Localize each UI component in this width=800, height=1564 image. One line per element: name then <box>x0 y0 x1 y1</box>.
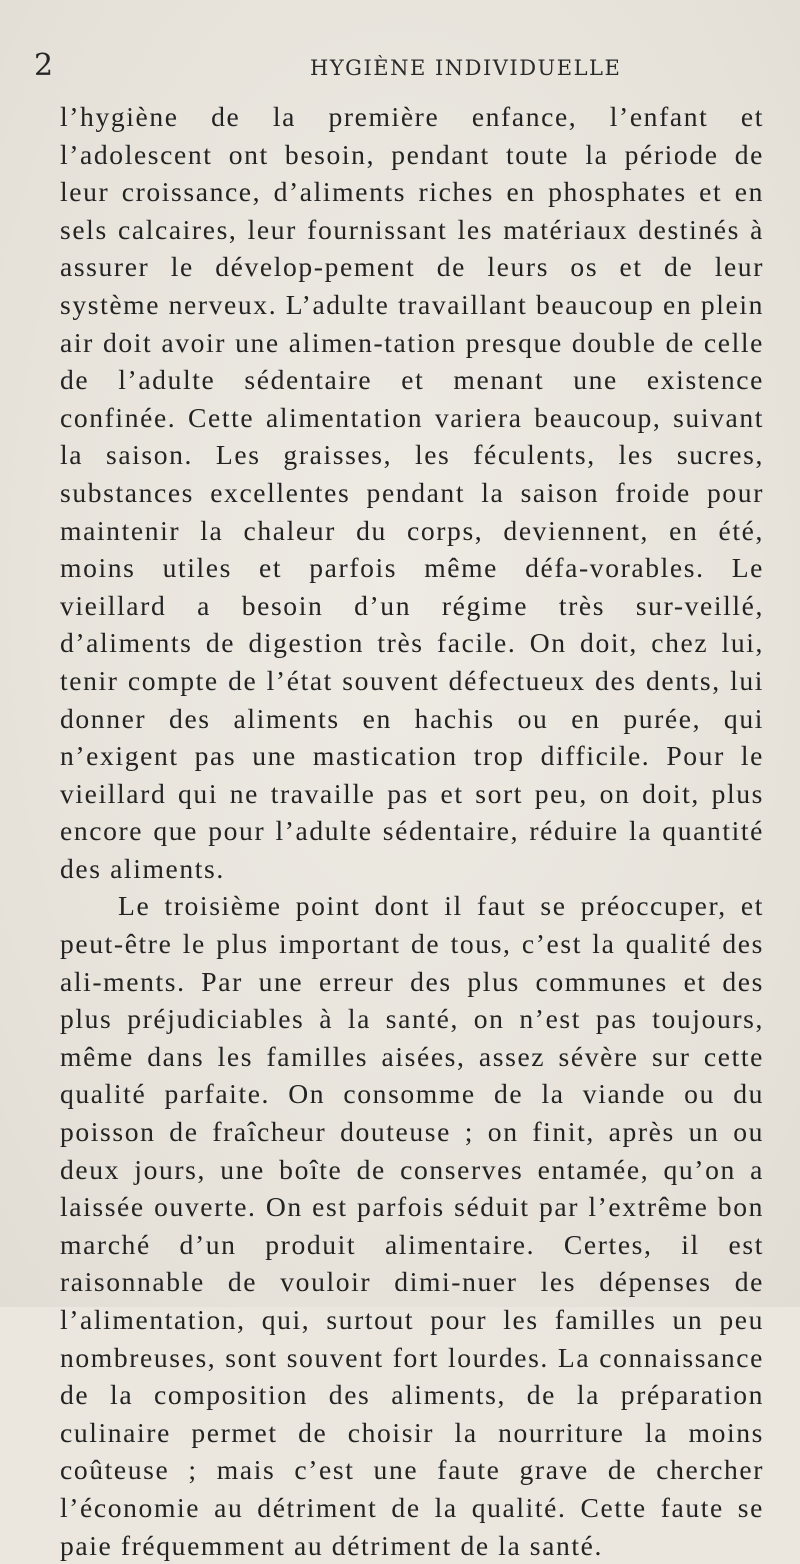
running-head: HYGIÈNE INDIVIDUELLE <box>310 56 622 80</box>
paragraph-2: Le troisième point dont il faut se préoccuper, et peut-être le plus important de tous, c’est la qualité des ali-ments. Par une erreur des plus communes et des plus préjudiciables à la santé, on n’est pas toujours, même dans les familles aisées, assez sévère sur cette qualité parfaite. On consomme de la viande ou du poisson de fraîcheur douteuse ; on finit, après un ou deux jours, une boîte de conserves entamée, qu’on a laissée ouverte. On est parfois séduit par l’extrême bon marché d’un produit alimentaire. Certes, il est raisonnable de vouloir dimi-nuer les dépenses de l’alimentation, qui, surtout pour les familles un peu nombreuses, sont souvent fort lourdes. La connaissance de la composition des aliments, de la préparation culinaire permet de choisir la nourriture la moins coûteuse ; mais c’est une faute grave de chercher l’économie au détriment de la qualité. Cette faute se paie fréquemment au détriment de la santé. <box>60 890 764 1561</box>
page-number: 2 <box>34 48 54 83</box>
paragraph-1: l’hygiène de la première enfance, l’enfant et l’adolescent ont besoin, pendant toute la période de leur croissance, d’aliments riches en phosphates et en sels calcaires, leur fournissant les matériaux destinés à assurer le dévelop-pement de leurs os et de leur système nerveux. L’adulte travaillant beaucoup en plein air doit avoir une alimen-tation presque double de celle de l’adulte sédentaire et menant une existence confinée. Cette alimentation variera beaucoup, suivant la saison. Les graisses, les féculents, les sucres, substances excellentes pendant la saison froide pour maintenir la chaleur du corps, deviennent, en été, moins utiles et parfois même défa-vorables. Le vieillard a besoin d’un régime très sur-veillé, d’aliments de digestion très facile. On doit, chez lui, tenir compte de l’état souvent défectueux des dents, lui donner des aliments en hachis ou en purée, qui n’exigent pas une mastication trop difficile. Pour le vieillard qui ne travaille pas et sort peu, on doit, plus encore que pour l’adulte sédentaire, réduire la quantité des aliments. <box>60 101 764 884</box>
body-text <box>60 98 764 1564</box>
page-header <box>34 48 764 88</box>
